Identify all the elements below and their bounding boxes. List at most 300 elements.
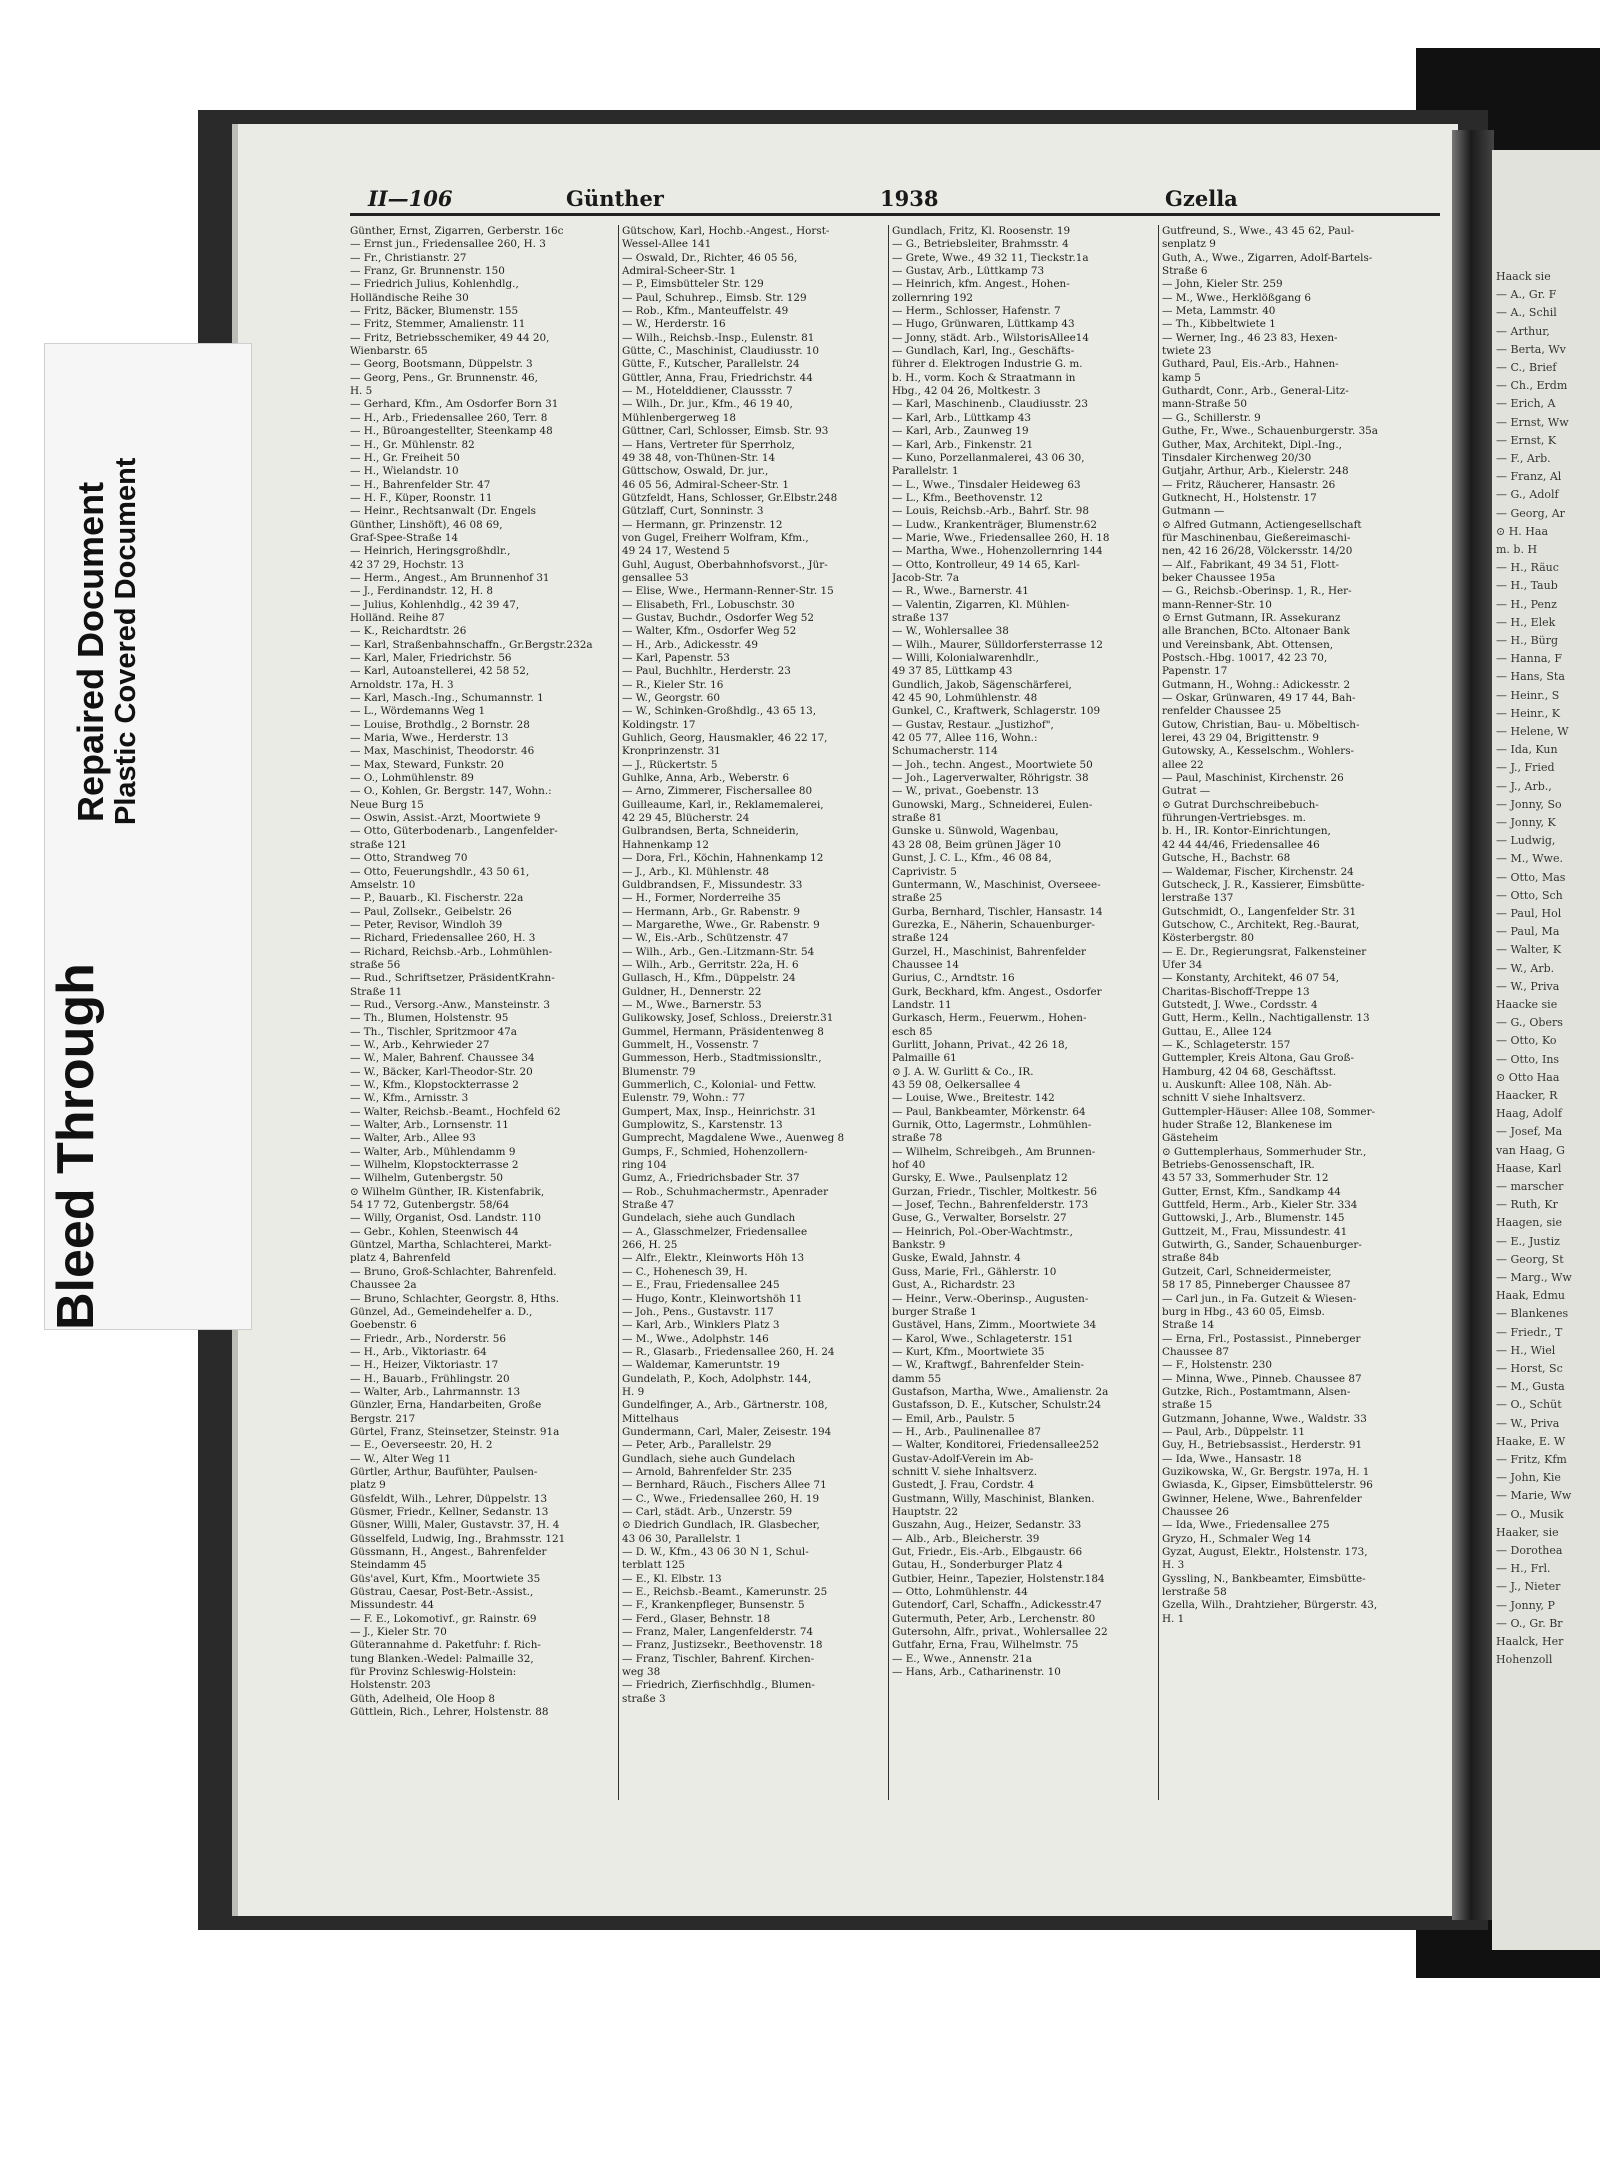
directory-entry-line: — H., Gr. Mühlenstr. 82 [350,438,475,451]
directory-entry-line: Gütte, F., Kutscher, Parallelstr. 24 [622,358,800,371]
directory-entry-line: — Herm., Angest., Am Brunnenhof 31 [350,571,550,584]
plastic-covered-label: Plastic Covered Document [110,457,142,825]
directory-entry-line: Amselstr. 10 [350,878,416,891]
facing-page-line: — Friedr., T [1496,1325,1563,1339]
directory-entry-line: Papenstr. 17 [1162,665,1228,678]
facing-page-fragment [1492,150,1600,1950]
directory-entry-line: — Heinrich, kfm. Angest., Hohen- [892,278,1070,291]
directory-entry-line: Gutendorf, Carl, Schaffn., Adickesstr.47 [892,1599,1102,1612]
directory-entry-line: Hbg., 42 04 26, Moltkestr. 3 [892,385,1041,398]
directory-entry-line: Gwiasda, K., Gipser, Eimsbüttelerstr. 96 [1162,1479,1373,1492]
facing-page-line: Haacke sie [1496,998,1558,1011]
facing-page-line: — M., Wwe. [1496,852,1563,866]
facing-page-line: — Dorothea [1496,1544,1563,1557]
directory-entry-line: — Gustav, Buchdr., Osdorfer Weg 52 [622,611,815,624]
directory-entry-line: Missundestr. 44 [350,1599,434,1612]
directory-entry-line: Guhlich, Georg, Hausmakler, 46 22 17, [622,732,828,745]
directory-entry-line: — Hans, Vertreter für Sperrholz, [622,438,795,451]
directory-entry-line: damm 55 [892,1372,942,1385]
directory-entry-line: ⊙ Ernst Gutmann, IR. Assekuranz [1162,611,1341,624]
directory-entry-line: — E., Oeverseestr. 20, H. 2 [350,1439,493,1452]
directory-entry-line: Gutrat — [1162,785,1211,798]
facing-page-line: m. b. H [1496,543,1538,556]
directory-entry-line: — Alb., Arb., Bleicherstr. 39 [892,1532,1040,1545]
directory-entry-line: Graf-Spee-Straße 14 [350,531,459,544]
facing-page-line: — J., Fried [1496,761,1555,775]
directory-entry-line: — Werner, Ing., 46 23 83, Hexen- [1162,331,1338,344]
facing-page-line: — Hanna, F [1496,652,1562,666]
directory-entry-line: — K., Schlageterstr. 157 [1162,1038,1291,1051]
directory-entry-line: Mittelhaus [622,1412,679,1425]
directory-entry-line: Güsfeldt, Wilh., Lehrer, Düppelstr. 13 [350,1492,548,1505]
directory-entry-line: — Louise, Brothdlg., 2 Bornstr. 28 [350,718,530,731]
directory-entry-line: — O., Lohmühlenstr. 89 [350,772,474,785]
directory-entry-line: Güsselfeld, Ludwig, Ing., Brahmsstr. 121 [350,1532,566,1545]
directory-entry-line: — W., Herderstr. 16 [622,318,726,331]
directory-entry-line: Gurnik, Otto, Lagermstr., Lohmühlen- [892,1119,1092,1132]
directory-entry-line: — Ida, Wwe., Friedensallee 275 [1162,1519,1330,1532]
directory-entry-line: Mühlenbergerweg 18 [622,411,736,424]
facing-page-line: — G., Adolf [1496,488,1559,502]
directory-entry-line: — Gundlach, Karl, Ing., Geschäfts- [892,345,1075,358]
directory-entry-line: Wessel-Allee 141 [622,238,712,251]
directory-entry-line: H. 9 [622,1385,645,1398]
directory-entry-line: — Ernst jun., Friedensallee 260, H. 3 [350,238,546,251]
facing-page-line: ⊙ Otto Haa [1496,1070,1560,1084]
directory-entry-line: Gurba, Bernhard, Tischler, Hansastr. 14 [892,905,1103,918]
directory-entry-line: — Otto, Lohmühlenstr. 44 [892,1586,1028,1599]
directory-entry-line: — Arnold, Bahrenfelder Str. 235 [622,1465,792,1478]
directory-entry-line: ⊙ Alfred Gutmann, Actiengesellschaft [1162,518,1362,531]
facing-page-line: — Franz, Al [1496,470,1562,484]
facing-page-line: — Ludwig, [1496,834,1556,848]
facing-page-line: ⊙ H. Haa [1496,524,1549,538]
directory-entry-line: 42 45 90, Lohmühlenstr. 48 [892,692,1038,705]
directory-entry-line: — W., Bäcker, Karl-Theodor-Str. 20 [350,1065,533,1078]
directory-entry-line: H. 5 [350,385,373,398]
directory-entry-line: Tinsdaler Kirchenweg 20/30 [1162,451,1312,464]
directory-entry-line: zollernring 192 [892,291,973,304]
directory-entry-line: platz 4, Bahrenfeld [350,1252,451,1265]
directory-entry-line: Gutzke, Rich., Postamtmann, Alsen- [1162,1385,1351,1398]
directory-entry-line: Kronprinzenstr. 31 [622,745,721,758]
directory-entry-line: 49 37 85, Lüttkamp 43 [892,665,1013,678]
directory-entry-line: — Meta, Lammstr. 40 [1162,305,1276,318]
directory-entry-line: — Walter, Konditorei, Friedensallee252 [892,1439,1100,1452]
directory-entry-line: Guthe, Fr., Wwe., Schauenburgerstr. 35a [1162,425,1378,438]
facing-page-line: van Haag, G [1496,1143,1565,1157]
facing-page-line: — Helene, W [1496,725,1569,738]
directory-entry-line: — Valentin, Zigarren, Kl. Mühlen- [892,598,1070,611]
directory-entry-line: — Karl, Arb., Finkenstr. 21 [892,438,1034,451]
directory-entry-line: schnitt V. siehe Inhaltsverz. [892,1465,1038,1478]
facing-page-line: — Heinr., S [1496,688,1560,702]
directory-entry-line: Güth, Adelheid, Ole Hoop 8 [350,1692,495,1705]
directory-entry-line: Guse, G., Verwalter, Borselstr. 27 [892,1212,1067,1225]
directory-entry-line: — Otto, Feuerungshdlr., 43 50 61, [350,865,530,878]
directory-entry-line: weg 38 [622,1666,661,1679]
directory-entry-line: — Otto, Güterbodenarb., Langenfelder- [350,825,558,838]
directory-entry-line: 49 38 48, von-Thünen-Str. 14 [622,451,776,464]
directory-entry-line: — Louis, Reichsb.-Arb., Bahrf. Str. 98 [892,505,1089,518]
directory-entry-line: Gumps, F., Schmied, Hohenzollern- [622,1145,808,1158]
directory-entry-line: — Peter, Revisor, Windloh 39 [350,918,503,931]
directory-entry-line: Güttlein, Rich., Lehrer, Holstenstr. 88 [350,1706,549,1719]
facing-page-line: — Jonny, P [1496,1598,1555,1612]
directory-entry-line: — Wilh., Arb., Gerritstr. 22a, H. 6 [622,958,799,971]
facing-page-line: — Otto, Mas [1496,870,1566,884]
directory-entry-line: — Gustav, Restaur. „Justizhof", [892,718,1054,731]
directory-entry-line: — Friedrich, Zierfischhdlg., Blumen- [622,1679,815,1692]
directory-entry-line: Hahnenkamp 12 [622,838,710,851]
directory-entry-line: huder Straße 12, Blankenese im [1162,1119,1333,1132]
directory-entry-line: — H., Arb., Adickesstr. 49 [622,638,758,651]
directory-entry-line: — Hermann, Arb., Gr. Rabenstr. 9 [622,905,800,918]
directory-entry-line: straße 84b [1162,1252,1219,1265]
directory-entry-line: 42 05 77, Allee 116, Wohn.: [892,732,1038,745]
directory-entry-line: — Paul, Maschinist, Kirchenstr. 26 [1162,772,1344,785]
directory-entry-line: — Otto, Kontrolleur, 49 14 65, Karl- [892,558,1080,571]
directory-entry-line: — Bruno, Schlachter, Georgstr. 8, Hths. [350,1292,559,1305]
directory-entry-line: Gumplowitz, S., Karstenstr. 13 [622,1119,783,1132]
directory-entry-line: 42 37 29, Hochstr. 13 [350,558,464,571]
directory-entry-line: — Max, Steward, Funkstr. 20 [350,758,504,771]
directory-entry-line: Gumprecht, Magdalene Wwe., Auenweg 8 [622,1132,845,1145]
directory-entry-line: Guthardt, Conr., Arb., General-Litz- [1162,385,1349,398]
directory-entry-line: — Walter, Kfm., Osdorfer Weg 52 [622,625,797,638]
directory-entry-line: Gutbier, Heinr., Tapezier, Holstenstr.184 [892,1572,1105,1585]
directory-entry-line: tung Blanken.-Wedel: Palmaille 32, [350,1652,534,1665]
directory-entry-line: — Karol, Wwe., Schlageterstr. 151 [892,1332,1074,1345]
directory-entry-line: Neue Burg 15 [350,798,424,811]
directory-entry-line: Gustafsson, D. E., Kutscher, Schulstr.24 [892,1399,1102,1412]
directory-entry-line: Straße 47 [622,1199,675,1212]
directory-entry-line: — Wilh., Maurer, Sülldorfersterrasse 12 [892,638,1103,651]
directory-entry-line: — C., Wwe., Friedensallee 260, H. 19 [622,1492,820,1505]
facing-page-line: — H., Frl. [1496,1562,1551,1576]
directory-entry-line: nen, 42 16 26/28, Völckersstr. 14/20 [1162,545,1353,558]
directory-entry-line: u. Auskunft: Allee 108, Näh. Ab- [1162,1079,1332,1091]
directory-entry-line: straße 78 [892,1132,943,1145]
directory-entry-line: — W., Kraftwgf., Bahrenfelder Stein- [892,1359,1085,1372]
directory-entry-line: 42 29 45, Blücherstr. 24 [622,812,750,825]
directory-entry-line: — Wilh., Arb., Gen.-Litzmann-Str. 54 [622,945,815,958]
directory-entry-line: Gutowsky, A., Kesselschm., Wohlers- [1162,745,1355,758]
directory-entry-line: terblatt 125 [622,1559,685,1572]
directory-entry-line: Gundlich, Jakob, Sägenschärferei, [892,678,1072,691]
directory-entry-line: straße 3 [622,1692,666,1705]
directory-entry-line: Guy, H., Betriebsassist., Herderstr. 91 [1162,1439,1363,1452]
directory-entry-line: Guldbrandsen, F., Missundestr. 33 [622,878,803,891]
facing-page-line: — Otto, Ins [1496,1052,1560,1066]
directory-entry-line: Günzler, Erna, Handarbeiten, Große [350,1399,542,1412]
directory-entry-line: Gryzo, H., Schmaler Weg 14 [1162,1532,1312,1545]
directory-entry-line: Caprivistr. 5 [892,865,957,878]
directory-entry-line: Gutscheck, J. R., Kassierer, Eimsbütte- [1162,878,1365,891]
directory-entry-line: Güstrau, Caesar, Post-Betr.-Assist., [350,1586,534,1599]
header-year: 1938 [880,186,939,211]
directory-entry-line: — Wilh., Dr. jur., Kfm., 46 19 40, [622,398,793,411]
directory-entry-line: Gutstedt, J. Wwe., Cordsstr. 4 [1162,998,1318,1011]
directory-entry-line: Gütte, C., Maschinist, Claudiusstr. 10 [622,345,820,358]
header-first-name: Günther [566,186,664,211]
directory-entry-line: — Carl, städt. Arb., Unzerstr. 59 [622,1506,793,1518]
directory-entry-line: — Georg, Bootsmann, Düppelstr. 3 [350,358,533,371]
book-gutter [1452,130,1494,1920]
facing-page-line: — O., Gr. Br [1496,1616,1563,1630]
directory-entry-line: 43 57 33, Sommerhuder Str. 12 [1162,1172,1329,1185]
directory-entry-line: esch 85 [892,1025,933,1038]
directory-entry-line: — Peter, Arb., Parallelstr. 29 [622,1439,772,1452]
facing-page-line: — Erich, A [1496,397,1556,411]
directory-entry-line: Gummesson, Herb., Stadtmissionsltr., [622,1052,822,1065]
facing-page-line: — O., Schüt [1496,1398,1562,1412]
directory-entry-line: — Alfr., Elektr., Kleinworts Höh 13 [622,1252,805,1265]
directory-entry-line: Gutwirth, G., Sander, Schauenburger- [1162,1239,1362,1252]
directory-entry-line: Straße 14 [1162,1319,1215,1332]
directory-entry-line: — Franz, Justizsekr., Beethovenstr. 18 [622,1639,823,1652]
directory-entry-line: — Karl, Straßenbahnschaffn., Gr.Bergstr.232a [350,638,593,651]
directory-entry-line: Arnoldstr. 17a, H. 3 [350,678,454,691]
directory-entry-line: mann-Renner-Str. 10 [1162,598,1272,611]
facing-page-line: — Otto, Ko [1496,1034,1557,1048]
directory-entry-line: — Wilh., Reichsb.-Insp., Eulenstr. 81 [622,331,815,344]
directory-entry-line: ring 104 [622,1159,667,1172]
directory-entry-line: — Fritz, Bäcker, Blumenstr. 155 [350,305,519,318]
directory-entry-line: — L., Wördemanns Weg 1 [350,705,486,718]
directory-entry-line: — A., Glasschmelzer, Friedensallee [622,1225,808,1238]
facing-page-line: Haak, Edmu [1496,1289,1565,1303]
directory-entry-line: — C., Hohenesch 39, H. [622,1265,748,1278]
directory-entry-line: Gutknecht, H., Holstenstr. 17 [1162,491,1317,504]
directory-entry-line: Straße 11 [350,985,403,998]
directory-entry-line: — Fritz, Stemmer, Amalienstr. 11 [350,318,526,331]
directory-entry-line: — Fr., Christianstr. 27 [350,251,467,264]
directory-entry-line: Guthard, Paul, Eis.-Arb., Hahnen- [1162,358,1339,371]
directory-entry-line: — J., Ferdinandstr. 12, H. 8 [350,585,493,598]
facing-page-line: — Arthur, [1496,324,1550,338]
directory-entry-line: Gutjahr, Arthur, Arb., Kielerstr. 248 [1162,465,1349,478]
facing-page-line: Haaker, sie [1496,1525,1559,1539]
directory-entry-line: — Oswald, Dr., Richter, 46 05 56, [622,251,798,264]
directory-entry-line: Gunowski, Marg., Schneiderei, Eulen- [892,798,1093,811]
directory-entry-line: Gundelath, P., Koch, Adolphstr. 144, [622,1372,812,1385]
directory-entry-line: allee 22 [1162,758,1204,771]
directory-entry-line: Gunst, J. C. L., Kfm., 46 08 84, [892,852,1052,865]
directory-entry-line: — Joh., Lagerverwalter, Röhrigstr. 38 [892,772,1089,785]
directory-entry-line: Gut, Friedr., Eis.-Arb., Elbgaustr. 66 [892,1546,1083,1559]
directory-entry-line: — Karl, Maschinenb., Claudiusstr. 23 [892,398,1088,411]
directory-entry-line: — Fritz, Betriebsschemiker, 49 44 20, [350,331,550,344]
facing-page-line: — John, Kie [1496,1471,1561,1485]
directory-entry-line: — Rud., Versorg.-Anw., Mansteinstr. 3 [350,998,550,1011]
directory-entry-line: Gutt, Herm., Kelln., Nachtigallenstr. 13 [1162,1012,1370,1025]
directory-entry-line: 43 28 08, Beim grünen Jäger 10 [892,838,1061,851]
directory-entry-line: Gust, A., Richardstr. 23 [892,1279,1016,1292]
directory-entry-line: lerei, 43 29 04, Brigittenstr. 9 [1162,732,1320,745]
directory-entry-line: Gutersohn, Alfr., privat., Wohlersallee 22 [892,1626,1108,1639]
directory-entry-line: — Walter, Arb., Lornsenstr. 11 [350,1119,509,1132]
directory-entry-line: — Friedr., Arb., Norderstr. 56 [350,1332,506,1345]
directory-entry-line: H. 3 [1162,1559,1185,1572]
directory-entry-line: Guttowski, J., Arb., Blumenstr. 145 [1162,1212,1345,1225]
directory-entry-line: twiete 23 [1162,345,1212,358]
directory-column-2 [622,225,884,1706]
directory-entry-line: Bankstr. 9 [892,1239,946,1252]
directory-entry-line: — Ludw., Krankenträger, Blumenstr.62 [892,518,1098,531]
directory-entry-line: — Gerhard, Kfm., Am Osdorfer Born 31 [350,398,559,411]
directory-entry-line: Gustedt, J. Frau, Cordstr. 4 [892,1479,1035,1492]
directory-entry-line: Gustmann, Willy, Maschinist, Blanken. [892,1492,1095,1505]
directory-entry-line: — Paul, Zollsekr., Geibelstr. 26 [350,905,512,918]
facing-page-line: — Fritz, Kfm [1496,1453,1567,1466]
directory-entry-line: Gurzan, Friedr., Tischler, Moltkestr. 56 [892,1185,1097,1198]
directory-entry-line: straße 121 [350,838,407,851]
directory-entry-line: Chaussee 26 [1162,1506,1230,1518]
directory-entry-line: platz 9 [350,1479,386,1492]
directory-entry-line: Gyzat, August, Elektr., Holstenstr. 173, [1162,1546,1368,1559]
facing-page-line: — W., Priva [1496,1416,1560,1430]
directory-entry-line: — W., Schinken-Großhdlg., 43 65 13, [622,705,817,718]
directory-entry-line: — John, Kieler Str. 259 [1162,278,1283,291]
directory-entry-line: Guttempler, Kreis Altona, Gau Groß- [1162,1052,1354,1065]
directory-entry-line: — L., Kfm., Beethovenstr. 12 [892,491,1043,504]
directory-entry-line: — H., Bahrenfelder Str. 47 [350,478,491,491]
directory-entry-line: Landstr. 11 [892,998,952,1011]
facing-page-line: — H., Elek [1496,615,1556,629]
facing-page-line: — H., Räuc [1496,561,1559,575]
directory-entry-line: lerstraße 58 [1162,1586,1227,1599]
directory-entry-line: — Rud., Schriftsetzer, PräsidentKrahn- [350,972,555,985]
directory-entry-line: — W., Alter Weg 11 [350,1452,452,1465]
directory-entry-line: Gurlitt, Johann, Privat., 42 26 18, [892,1038,1068,1051]
facing-page-line: — H., Taub [1496,579,1558,593]
directory-entry-line: — Walter, Reichsb.-Beamt., Hochfeld 62 [350,1105,561,1118]
directory-entry-line: Gwinner, Helene, Wwe., Bahrenfelder [1162,1492,1362,1505]
directory-entry-line: Gürtel, Franz, Steinsetzer, Steinstr. 91a [350,1425,560,1438]
directory-entry-line: — L., Wwe., Tinsdaler Heideweg 63 [892,478,1081,491]
directory-entry-line: — M., Wwe., Herklößgang 6 [1162,291,1311,304]
directory-entry-line: — H., Bauarb., Frühlingstr. 20 [350,1372,510,1385]
facing-page-line: — H., Wiel [1496,1343,1556,1357]
directory-entry-line: — Rob., Schuhmachermstr., Apenrader [622,1185,829,1198]
directory-entry-line: Gurius, C., Arndtstr. 16 [892,972,1015,985]
directory-entry-line: — G., Betriebsleiter, Brahmsstr. 4 [892,238,1069,251]
directory-entry-line: — Th., Blumen, Holstenstr. 95 [350,1012,509,1025]
directory-entry-line: — Joh., Pens., Gustavstr. 117 [622,1305,774,1318]
facing-page-line: — Ch., Erdm [1496,379,1568,393]
directory-entry-line: Straße 6 [1162,265,1208,278]
directory-entry-line: — G., Reichsb.-Oberinsp. 1, R., Her- [1162,585,1352,598]
directory-entry-line: — Louise, Wwe., Breitestr. 142 [892,1092,1055,1105]
directory-entry-line: — Herm., Schlosser, Hafenstr. 7 [892,305,1061,318]
directory-entry-line: — M., Wwe., Adolphstr. 146 [622,1332,769,1345]
directory-entry-line: schnitt V siehe Inhaltsverz. [1162,1092,1306,1105]
directory-entry-line: — E. Dr., Regierungsrat, Falkensteiner [1162,945,1367,958]
directory-entry-line: — Karl, Arb., Winklers Platz 3 [622,1319,780,1332]
header-rule [350,213,1440,216]
directory-entry-line: — Grete, Wwe., 49 32 11, Tieckstr.1a [892,251,1089,264]
directory-entry-line: Gützfeldt, Hans, Schlosser, Gr.Elbstr.248 [622,491,838,504]
directory-entry-line: beker Chaussee 195a [1162,571,1276,584]
directory-entry-line: für Provinz Schleswig-Holstein: [350,1666,517,1679]
facing-page-line: — F., Arb. [1496,452,1551,465]
directory-entry-line: Güterannahme d. Paketfuhr: f. Rich- [350,1639,541,1652]
directory-entry-line: — Jonny, städt. Arb., WilstorisAllee14 [892,331,1089,344]
header-last-name: Gzella [1165,186,1238,211]
directory-entry-line: — H., Wielandstr. 10 [350,465,459,478]
directory-entry-line: Gutow, Christian, Bau- u. Möbeltisch- [1162,718,1360,731]
directory-entry-line: Gustävel, Hans, Zimm., Moortwiete 34 [892,1319,1097,1332]
directory-entry-line: Guss, Marie, Frl., Gählerstr. 10 [892,1265,1057,1278]
directory-entry-line: — Max, Maschinist, Theodorstr. 46 [350,745,535,758]
directory-entry-line: — Bruno, Groß-Schlachter, Bahrenfeld. [350,1265,557,1278]
facing-page-line: — A., Gr. F [1496,288,1557,302]
repaired-document-label: Repaired Document [70,481,111,822]
directory-entry-line: und Vereinsbank, Abt. Ottensen, [1162,638,1334,651]
directory-entry-line: — F., Krankenpfleger, Bunsenstr. 5 [622,1599,805,1612]
directory-entry-line: mann-Straße 50 [1162,398,1248,411]
directory-entry-line: Gummerlich, C., Kolonial- und Fettw. [622,1079,817,1091]
directory-entry-line: 43 06 30, Parallelstr. 1 [622,1532,742,1545]
directory-entry-line: 54 17 72, Gutenbergstr. 58/64 [350,1199,510,1212]
directory-entry-line: Blumenstr. 79 [622,1065,696,1078]
directory-entry-line: Günther, Linshöft), 46 08 69, [350,518,503,531]
directory-entry-line: Guther, Max, Architekt, Dipl.-Ing., [1162,438,1342,451]
directory-entry-line: ⊙ J. A. W. Gurlitt & Co., IR. [892,1065,1034,1078]
directory-entry-line: — H., Former, Norderreihe 35 [622,892,781,905]
directory-entry-line: Gundlach, Fritz, Kl. Roosenstr. 19 [892,225,1071,237]
facing-page-line: — Marg., Ww [1496,1271,1572,1284]
directory-entry-line: — Alf., Fabrikant, 49 34 51, Flott- [1162,558,1340,571]
directory-entry-line: — Margarethe, Wwe., Gr. Rabenstr. 9 [622,918,820,931]
directory-entry-line: Guszahn, Aug., Heizer, Sedanstr. 33 [892,1519,1082,1532]
directory-entry-line: Guske, Ewald, Jahnstr. 4 [892,1252,1021,1265]
directory-entry-line: — E., Reichsb.-Beamt., Kamerunstr. 25 [622,1586,828,1599]
directory-entry-line: — D. W., Kfm., 43 06 30 N 1, Schul- [622,1546,809,1559]
directory-entry-line: — Bernhard, Räuch., Fischers Allee 71 [622,1479,827,1492]
directory-entry-line: Guntermann, W., Maschinist, Overseee- [892,878,1101,891]
directory-entry-line: — Walter, Arb., Mühlendamm 9 [350,1145,516,1158]
directory-entry-line: — Richard, Reichsb.-Arb., Lohmühlen- [350,945,553,958]
directory-entry-line: Bergstr. 217 [350,1412,416,1425]
directory-entry-line: — H., Heizer, Viktoriastr. 17 [350,1359,499,1372]
directory-entry-line: Holstenstr. 203 [350,1679,431,1692]
directory-entry-line: — F. E., Lokomotivf., gr. Rainstr. 69 [350,1612,537,1625]
directory-entry-line: — R., Wwe., Barnerstr. 41 [892,585,1029,598]
directory-entry-line: Gützlaff, Curt, Sonninstr. 3 [622,505,764,518]
directory-entry-line: — Karl, Papenstr. 53 [622,652,730,664]
directory-entry-line: — Oswin, Assist.-Arzt, Moortwiete 9 [350,812,541,825]
directory-entry-line: ⊙ Diedrich Gundlach, IR. Glasbecher, [622,1519,820,1532]
facing-page-line: — Jonny, K [1496,816,1556,829]
facing-page-line: Haake, E. W [1496,1434,1566,1448]
directory-entry-line: — Th., Tischler, Spritzmoor 47a [350,1025,517,1038]
directory-entry-line: für Maschinenbau, Gießereimaschi- [1162,531,1351,544]
directory-entry-line: — Georg, Pens., Gr. Brunnenstr. 46, [350,371,538,384]
facing-page-line: — J., Arb., [1496,779,1552,793]
directory-entry-line: Gumz, A., Friedrichsbader Str. 37 [622,1172,800,1185]
facing-page-line: — Georg, Ar [1496,506,1565,520]
directory-entry-line: Guttfeld, Herm., Arb., Kieler Str. 334 [1162,1199,1358,1212]
directory-entry-line: — Oskar, Grünwaren, 49 17 44, Bah- [1162,692,1356,705]
directory-entry-line: — Th., Kibbeltwiete 1 [1162,318,1276,331]
directory-entry-line: straße 25 [892,892,943,905]
directory-entry-line: Guilleaume, Karl, ir., Reklamemalerei, [622,798,824,811]
directory-entry-line: — Karl, Autoanstellerei, 42 58 52, [350,665,530,678]
directory-entry-line: H. 1 [1162,1612,1185,1625]
directory-entry-line: — E., Kl. Elbstr. 13 [622,1572,722,1585]
